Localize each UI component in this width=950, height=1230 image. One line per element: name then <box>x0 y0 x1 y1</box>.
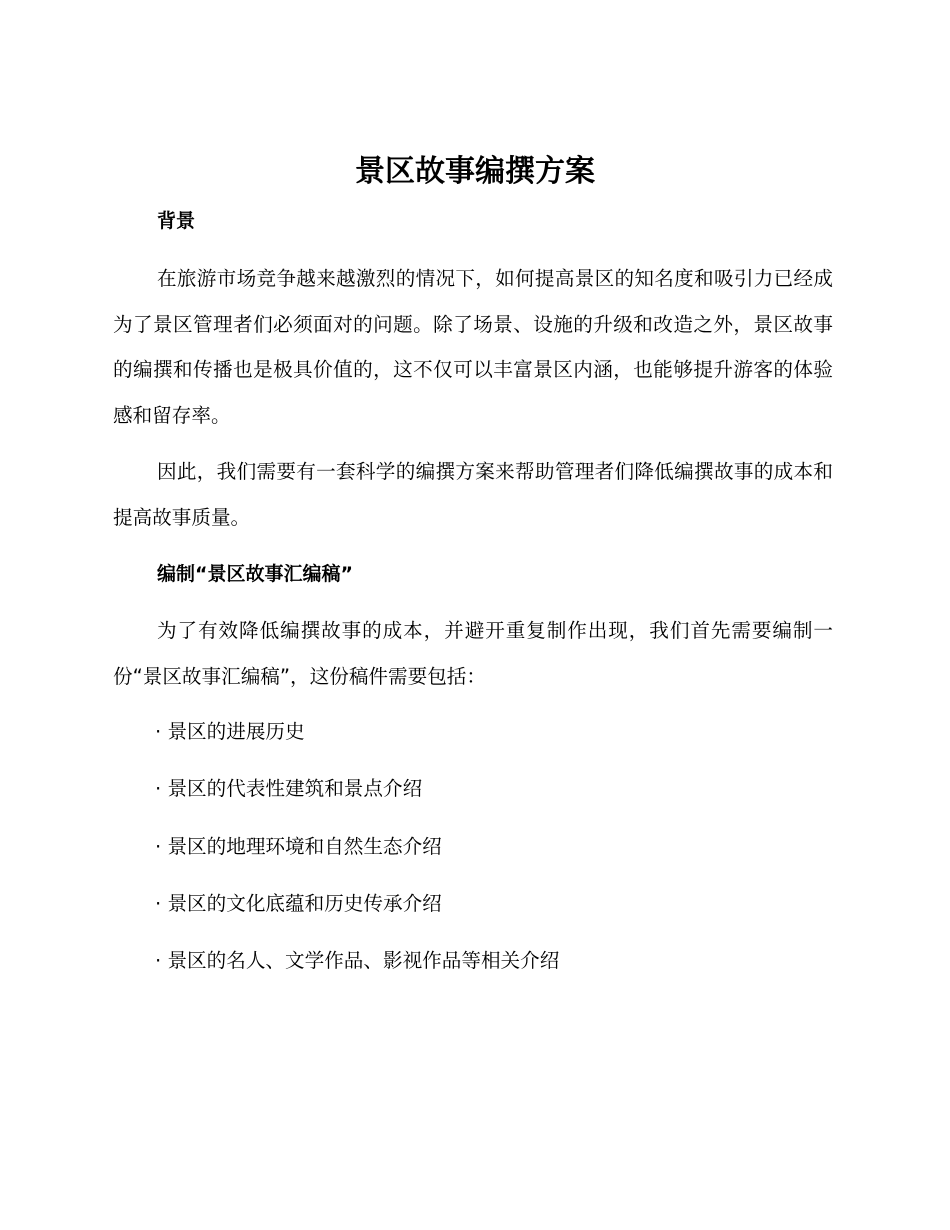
paragraph-background-1: 在旅游市场竞争越来越激烈的情况下，如何提高景区的知名度和吸引力已经成为了景区管理者们必须面对的问题。除了场景、设施的升级和改造之外，景区故事的编撰和传播也是极具价值的，这不仅可以丰富景区内涵，也能够提升游客的体验感和留存率。 <box>113 267 833 427</box>
list-item: · 景区的名人、文学作品、影视作品等相关介绍 <box>155 949 560 972</box>
list-item: · 景区的文化底蕴和历史传承介绍 <box>155 892 442 915</box>
list-item: · 景区的进展历史 <box>155 720 305 743</box>
list-item: · 景区的代表性建筑和景点介绍 <box>155 777 423 800</box>
document-title: 景区故事编撰方案 <box>355 154 595 189</box>
section-heading-compilation: 编制“景区故事汇编稿” <box>157 563 353 585</box>
paragraph-background-2: 因此，我们需要有一套科学的编撰方案来帮助管理者们降低编撰故事的成本和提高故事质量。 <box>113 460 833 529</box>
section-heading-background: 背景 <box>157 210 196 232</box>
paragraph-compilation-1: 为了有效降低编撰故事的成本，并避开重复制作出现，我们首先需要编制一份“景区故事汇编稿”，这份稿件需要包括： <box>113 619 833 688</box>
list-item: · 景区的地理环境和自然生态介绍 <box>155 835 442 858</box>
